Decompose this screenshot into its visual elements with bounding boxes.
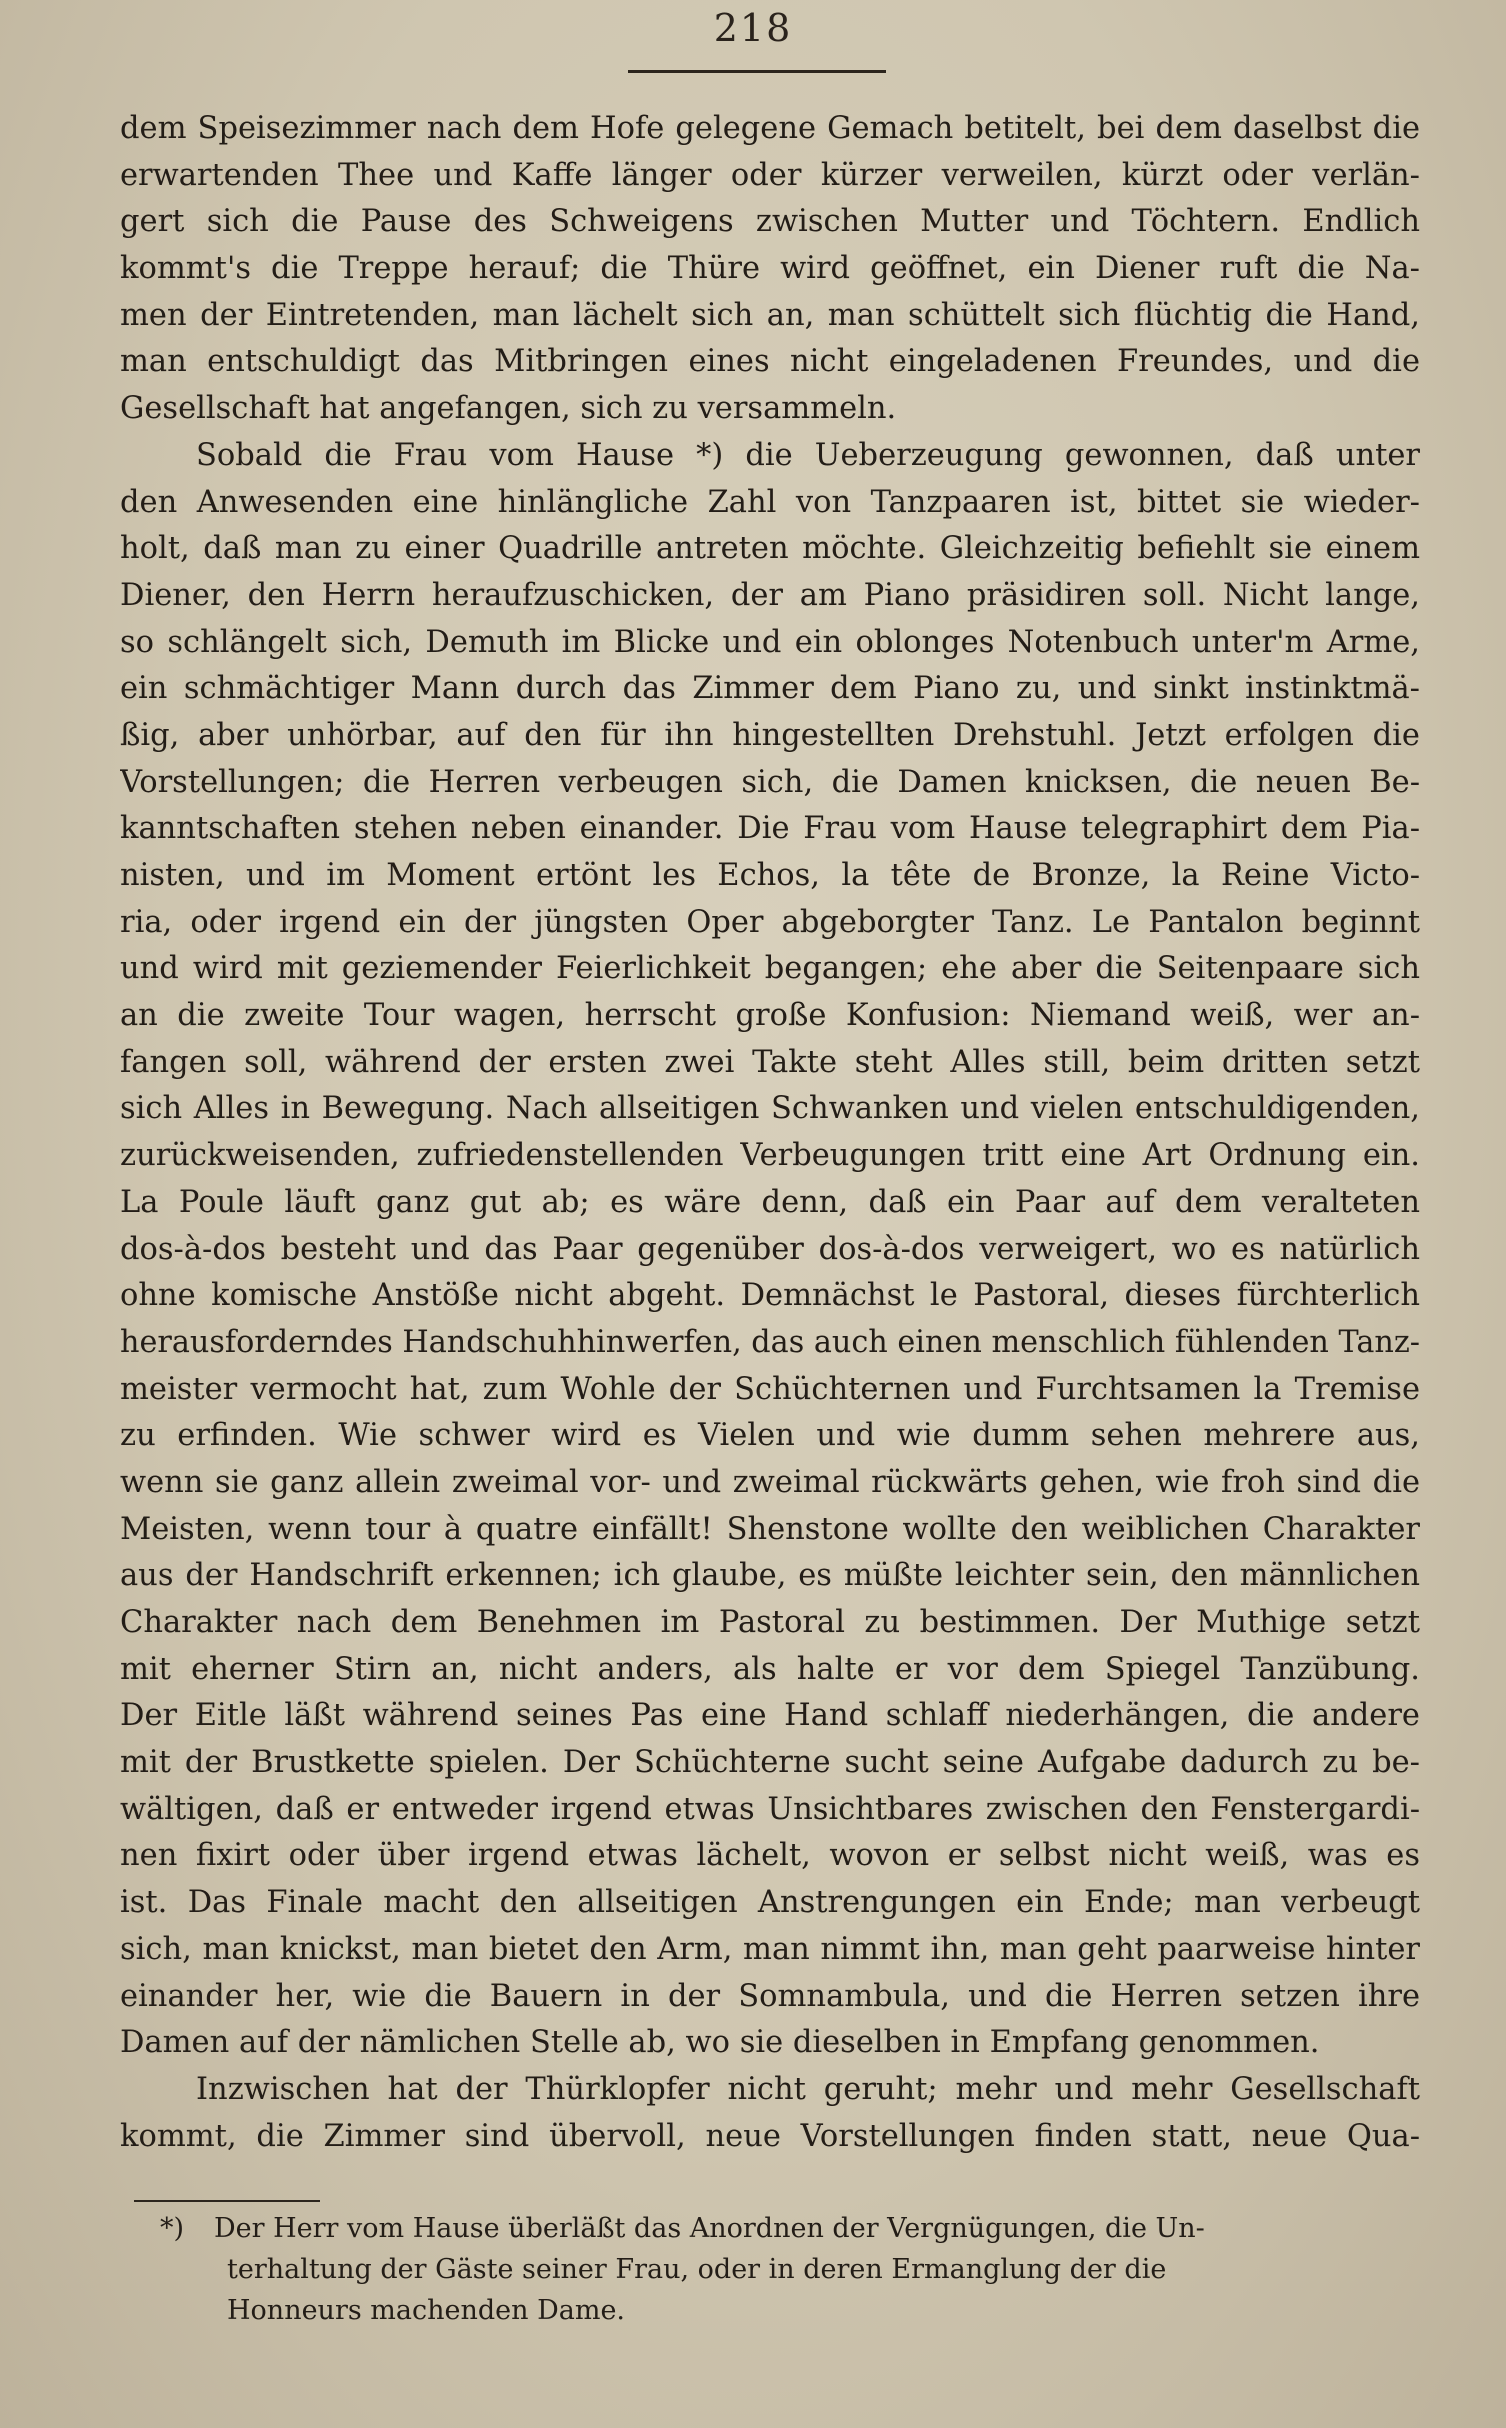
text-line: erwartenden Thee und Kaffe länger oder kürzer verweilen, kürzt oder verlän- [120,157,1420,193]
footnote-line: terhaltung der Gäste seiner Frau, oder in deren Ermanglung der die [227,2254,1167,2285]
text-line: La Poule läuft ganz gut ab; es wäre denn, daß ein Paar auf dem veralteten [120,1184,1420,1220]
footnote-text: Der Herr vom Hause überläßt das Anordnen der Vergnügungen, die Un- [214,2213,1205,2244]
text-line: Diener, den Herrn heraufzuschicken, der am Piano präsidiren soll. Nicht lange, [120,577,1420,613]
text-line: Vorstellungen; die Herren verbeugen sich, die Damen knicksen, die neuen Be- [120,764,1420,800]
footnote-marker: *) [160,2213,185,2244]
text-line: ist. Das Finale macht den allseitigen Anstrengungen ein Ende; man verbeugt [120,1885,1420,1921]
text-line: sich, man knickst, man bietet den Arm, man nimmt ihn, man geht paarweise hinter [120,1931,1420,1967]
text-line: mit eherner Stirn an, nicht anders, als halte er vor dem Spiegel Tanzübung. [120,1651,1420,1687]
text-line: Der Eitle läßt während seines Pas eine Hand schlaff niederhängen, die andere [120,1698,1420,1734]
text-line: kommt, die Zimmer sind übervoll, neue Vorstellungen finden statt, neue Qua- [120,2118,1420,2154]
text-line: aus der Handschrift erkennen; ich glaube, es müßte leichter sein, den männlichen [120,1558,1420,1594]
text-line: so schlängelt sich, Demuth im Blicke und ein oblonges Notenbuch unter'm Arme, [120,624,1420,660]
text-line: zurückweisenden, zufriedenstellenden Verbeugungen tritt eine Art Ordnung ein. [120,1138,1420,1174]
text-line: nisten, und im Moment ertönt les Echos, la tête de Bronze, la Reine Victo- [120,858,1420,893]
text-line: wältigen, daß er entweder irgend etwas Unsichtbares zwischen den Fenstergardi- [120,1791,1420,1827]
page-number: 218 [713,6,793,50]
text-line: ein schmächtiger Mann durch das Zimmer dem Piano zu, und sinkt instinktmä- [120,671,1420,707]
footnote-line [160,2208,1420,2249]
text-line: den Anwesenden eine hinlängliche Zahl von Tanzpaaren ist, bittet sie wieder- [120,484,1420,520]
text-line: fangen soll, während der ersten zwei Takte steht Alles still, beim dritten setzt [120,1044,1420,1080]
text-line: ßig, aber unhörbar, auf den für ihn hingestellten Drehstuhl. Jetzt erfolgen die [120,717,1420,753]
text-line: ohne komische Anstöße nicht abgeht. Demnächst le Pastoral, dieses fürchterlich [120,1278,1420,1314]
footnote-rule [134,2200,320,2202]
text-line: gert sich die Pause des Schweigens zwischen Mutter und Töchtern. Endlich [120,204,1420,240]
text-line: Gesellschaft hat angefangen, sich zu versammeln. [120,391,897,427]
text-line: Charakter nach dem Benehmen im Pastoral zu bestimmen. Der Muthige setzt [120,1605,1420,1640]
text-line: Damen auf der nämlichen Stelle ab, wo sie dieselben in Empfang genommen. [120,2025,1320,2061]
text-line: herausforderndes Handschuhhinwerfen, das auch einen menschlich fühlenden Tanz- [120,1324,1420,1360]
text-line: dos-à-dos besteht und das Paar gegenüber dos-à-dos verweigert, wo es natürlich [120,1231,1420,1267]
text-line: holt, daß man zu einer Quadrille antreten möchte. Gleichzeitig befiehlt sie einem [120,531,1420,567]
text-line: Inzwischen hat der Thürklopfer nicht geruht; mehr und mehr Gesellschaft [196,2071,1420,2107]
header-rule [628,70,886,73]
text-line: man entschuldigt das Mitbringen eines nicht eingeladenen Freundes, und die [120,344,1420,380]
text-line: men der Eintretenden, man lächelt sich an, man schüttelt sich flüchtig die Hand, [120,297,1420,333]
text-line: Meisten, wenn tour à quatre einfällt! Shenstone wollte den weiblichen Charakter [120,1511,1420,1547]
text-line: einander her, wie die Bauern in der Somnambula, und die Herren setzen ihre [120,1978,1420,2014]
text-line: wenn sie ganz allein zweimal vor- und zweimal rückwärts gehen, wie froh sind die [120,1464,1420,1500]
footnote-line: Honneurs machenden Dame. [227,2295,626,2326]
body-text [120,106,1420,2160]
text-line: meister vermocht hat, zum Wohle der Schüchternen und Furchtsamen la Tremise [120,1371,1420,1407]
text-line: sich Alles in Bewegung. Nach allseitigen Schwanken und vielen entschuldigenden, [120,1091,1420,1127]
footnote [160,2208,1420,2331]
text-line: kommt's die Treppe herauf; die Thüre wird geöffnet, ein Diener ruft die Na- [120,251,1420,287]
text-line: und wird mit geziemender Feierlichkeit begangen; ehe aber die Seitenpaare sich [120,951,1420,987]
text-line: zu erfinden. Wie schwer wird es Vielen und wie dumm sehen mehrere aus, [120,1418,1420,1454]
text-line: mit der Brustkette spielen. Der Schüchterne sucht seine Aufgabe dadurch zu be- [120,1745,1420,1781]
text-line: ria, oder irgend ein der jüngsten Oper abgeborgter Tanz. Le Pantalon beginnt [120,904,1420,940]
text-line: Sobald die Frau vom Hause *) die Ueberzeugung gewonnen, daß unter [196,437,1420,473]
text-line: kanntschaften stehen neben einander. Die Frau vom Hause telegraphirt dem Pia- [120,811,1420,847]
text-line: dem Speisezimmer nach dem Hofe gelegene Gemach betitelt, bei dem daselbst die [120,111,1420,146]
text-line: an die zweite Tour wagen, herrscht große Konfusion: Niemand weiß, wer an- [120,998,1420,1034]
text-line: nen fixirt oder über irgend etwas lächelt, wovon er selbst nicht weiß, was es [120,1838,1420,1874]
